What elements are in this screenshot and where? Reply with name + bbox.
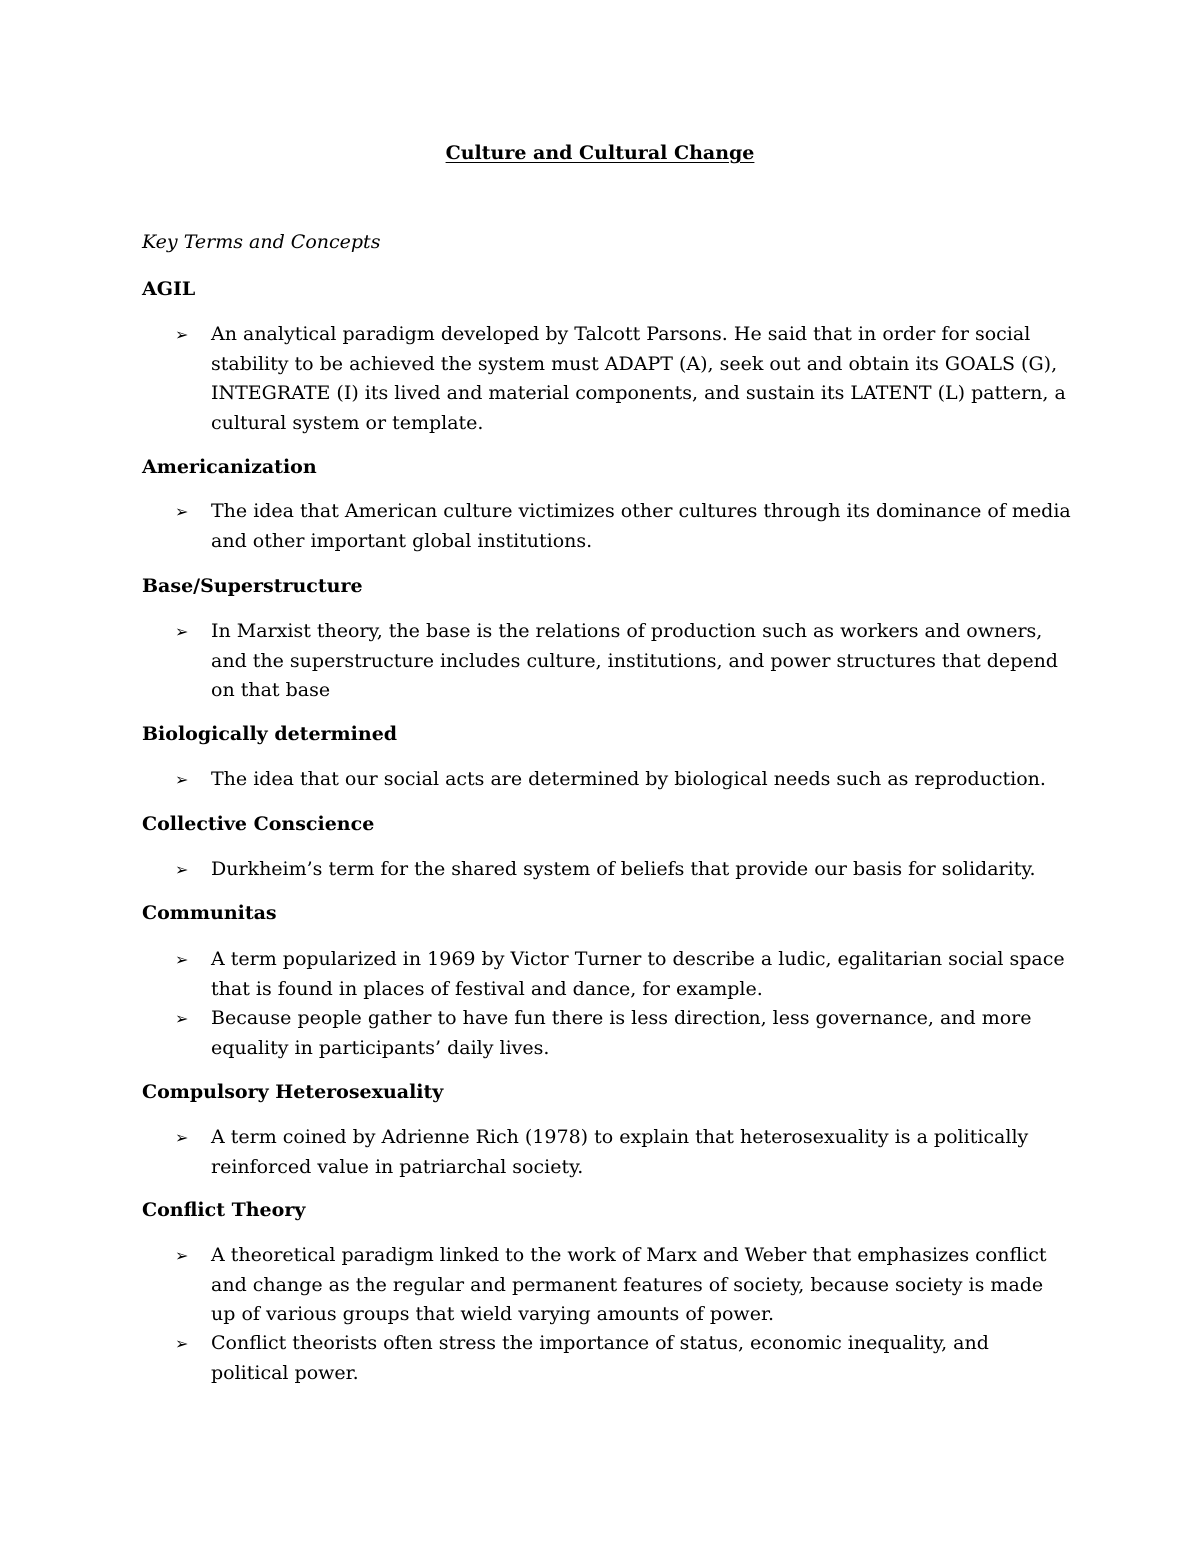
bullet-text: Because people gather to have fun there is less direction, less governance, and more equality in participants’ daily lives.	[211, 1007, 1032, 1059]
bullet-text: A term coined by Adrienne Rich (1978) to explain that heterosexuality is a politically reinforced value in patriarchal society.	[211, 1126, 1029, 1178]
arrow-bullet-icon: ➢	[175, 860, 189, 879]
term-bullet	[175, 765, 1075, 795]
term-heading: AGIL	[142, 278, 196, 300]
arrow-bullet-icon: ➢	[175, 325, 189, 344]
arrow-bullet-icon: ➢	[175, 1246, 189, 1265]
bullet-text: An analytical paradigm developed by Talcott Parsons. He said that in order for social stability to be achieved the system must ADAPT (A), seek out and obtain its GOALS (G), INTEGRATE (I) its lived and material components, and sustain its LATENT (L) pattern, a cultural system or template.	[211, 323, 1066, 434]
bullet-text: A theoretical paradigm linked to the work of Marx and Weber that emphasizes conflict and change as the regular and permanent features of society, because society is made up of various groups that wield varying amounts of power.	[211, 1244, 1047, 1325]
term-heading: Biologically determined	[142, 723, 398, 745]
bullet-text: The idea that American culture victimizes other cultures through its dominance of media and other important global institutions.	[211, 500, 1071, 552]
term-heading: Collective Conscience	[142, 813, 375, 835]
arrow-bullet-icon: ➢	[175, 1128, 189, 1147]
term-heading: Communitas	[142, 902, 277, 924]
term-bullet	[175, 617, 1075, 706]
term-bullet	[175, 855, 1075, 885]
arrow-bullet-icon: ➢	[175, 950, 189, 969]
arrow-bullet-icon: ➢	[175, 1334, 189, 1353]
term-heading: Conflict Theory	[142, 1199, 306, 1221]
bullet-text: A term popularized in 1969 by Victor Turner to describe a ludic, egalitarian social space that is found in places of festival and dance, for example.	[211, 948, 1065, 1000]
page-title: Culture and Cultural Change	[445, 142, 755, 164]
bullet-text: In Marxist theory, the base is the relations of production such as workers and owners, and the superstructure includes culture, institutions, and power structures that depend on that base	[211, 620, 1058, 701]
term-bullet	[175, 497, 1075, 556]
term-heading: Compulsory Heterosexuality	[142, 1081, 444, 1103]
term-bullet	[175, 1329, 1075, 1388]
arrow-bullet-icon: ➢	[175, 502, 189, 521]
bullet-text: Conflict theorists often stress the importance of status, economic inequality, and political power.	[211, 1332, 989, 1384]
term-bullet	[175, 320, 1075, 438]
term-bullet	[175, 1241, 1075, 1330]
bullet-text: Durkheim’s term for the shared system of beliefs that provide our basis for solidarity.	[211, 858, 1036, 880]
arrow-bullet-icon: ➢	[175, 1009, 189, 1028]
section-subtitle: Key Terms and Concepts	[142, 231, 381, 253]
arrow-bullet-icon: ➢	[175, 770, 189, 789]
term-heading: Americanization	[142, 456, 317, 478]
bullet-text: The idea that our social acts are determined by biological needs such as reproduction.	[211, 768, 1046, 790]
term-heading: Base/Superstructure	[142, 575, 363, 597]
term-bullet	[175, 945, 1075, 1004]
arrow-bullet-icon: ➢	[175, 622, 189, 641]
term-bullet	[175, 1123, 1075, 1182]
term-bullet	[175, 1004, 1075, 1063]
